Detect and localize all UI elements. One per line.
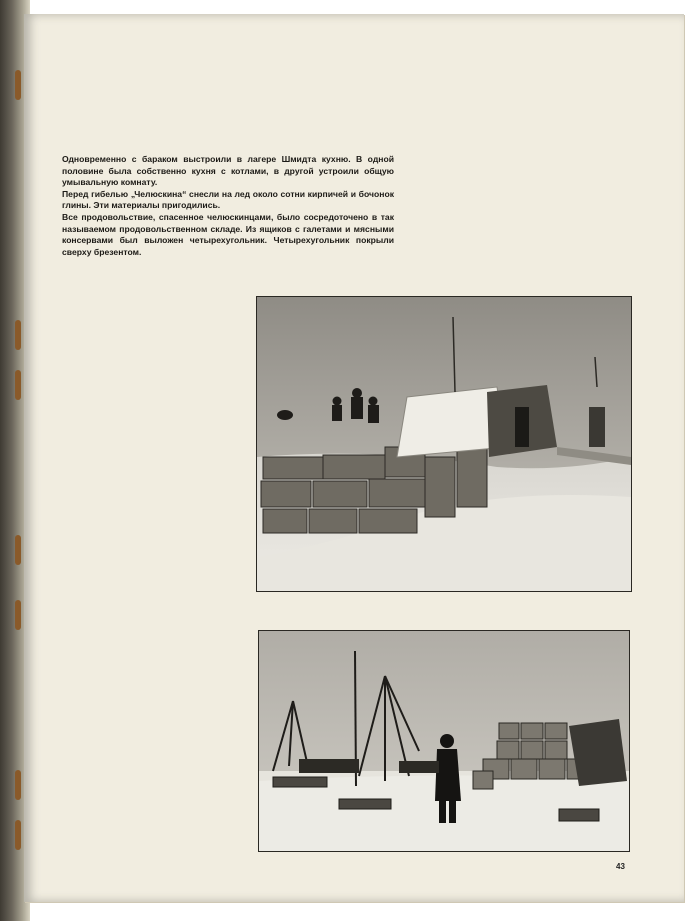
book-page — [24, 14, 684, 902]
photo-ice-kitchen — [256, 296, 632, 592]
photo-provisions-store — [258, 630, 630, 852]
paragraph-kitchen: Одновременно с бараком выстроили в лагере Шмидта кухню. В одной половине была собственно кухня с котлами, в другой устроили общую умывальную комнату. — [62, 154, 394, 188]
binding-hole — [15, 820, 21, 850]
binding-hole — [15, 320, 21, 350]
binding-hole — [15, 600, 21, 630]
binding-hole — [15, 70, 21, 100]
page-number: 43 — [616, 862, 625, 871]
binding-hole — [15, 370, 21, 400]
binding-hole — [15, 535, 21, 565]
binding-hole — [15, 770, 21, 800]
caption-text-block — [62, 154, 394, 258]
paragraph-provisions: Все продовольствие, спасенное челюскинцами, было сосредоточено в так называемом продовольственном складе. Из ящиков с галетами и мясными консервами был выложен четырехугольник. Четырехугольник покрыли сверху брезентом. — [62, 211, 394, 257]
paragraph-bricks: Перед гибелью „Челюскина“ снесли на лед около сотни кирпичей и бочонок глины. Эти материалы пригодились. — [62, 188, 394, 211]
